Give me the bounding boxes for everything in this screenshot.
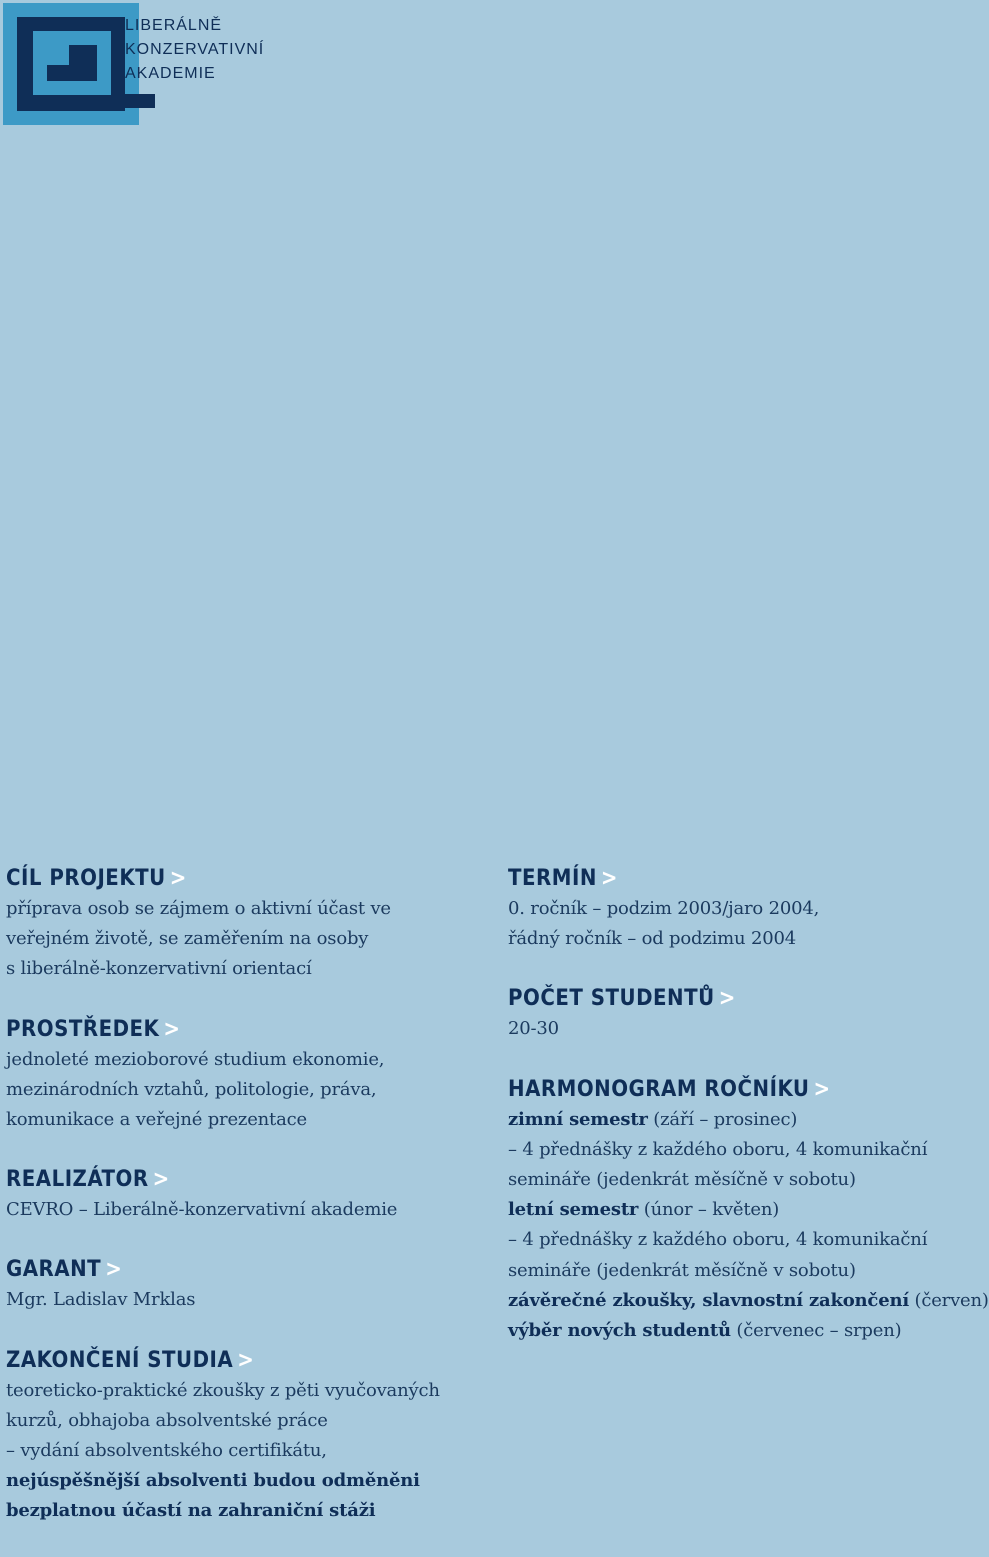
arrow-icon: > bbox=[718, 986, 736, 1012]
logo-line-3: AKADEMIE bbox=[125, 65, 216, 82]
arrow-icon: > bbox=[169, 866, 187, 891]
bold-text: nejúspěšnější absolventi budou odměněni bbox=[6, 1470, 420, 1492]
text: (září – prosinec) bbox=[647, 1108, 798, 1130]
section-heading bbox=[6, 1015, 476, 1045]
left-column bbox=[6, 864, 476, 1557]
text-line bbox=[508, 924, 960, 954]
arrow-icon: > bbox=[237, 1347, 255, 1373]
heading-text: REALIZÁTOR bbox=[6, 1167, 149, 1193]
text-line bbox=[508, 1195, 960, 1225]
section-realizator bbox=[6, 1165, 476, 1225]
arrow-icon: > bbox=[163, 1016, 181, 1042]
section-zakonceni-studia bbox=[6, 1346, 476, 1527]
bold-text: závěrečné zkoušky, slavnostní zakončení bbox=[508, 1289, 909, 1311]
text: (červenec – srpen) bbox=[730, 1320, 902, 1342]
text-line bbox=[6, 1285, 476, 1315]
bold-text: bezplatnou účastí na zahraniční stáži bbox=[6, 1500, 376, 1522]
text: příprava osob se zájmem o aktivní účast ve bbox=[6, 898, 391, 919]
text-line bbox=[508, 1014, 960, 1044]
text: s liberálně-konzervativní orientací bbox=[6, 958, 312, 980]
heading-text: TERMÍN bbox=[508, 866, 597, 891]
section-cil-projektu bbox=[6, 864, 476, 985]
text: veřejném životě, se zaměřením na osoby bbox=[6, 928, 369, 950]
text: komunikace a veřejné prezentace bbox=[6, 1109, 307, 1131]
arrow-icon: > bbox=[105, 1257, 123, 1283]
section-heading bbox=[508, 1075, 960, 1105]
logo-line-2: KONZERVATIVNÍ bbox=[125, 41, 265, 58]
text-line bbox=[508, 1135, 960, 1165]
right-column bbox=[508, 864, 989, 1376]
bold-text: letní semestr bbox=[508, 1199, 639, 1221]
heading-text: HARMONOGRAM ROČNÍKU bbox=[508, 1076, 810, 1102]
text-line bbox=[6, 1075, 476, 1105]
section-harmonogram-rocniku bbox=[508, 1075, 989, 1347]
heading-text: ZAKONČENÍ STUDIA bbox=[6, 1347, 234, 1373]
heading-text: CÍL PROJEKTU bbox=[6, 866, 166, 891]
bold-text: výběr nových studentů bbox=[508, 1320, 731, 1342]
text-line bbox=[6, 954, 476, 984]
text-line bbox=[6, 1496, 476, 1526]
arrow-icon: > bbox=[813, 1076, 831, 1102]
logo-line-1: LIBERÁLNĚ bbox=[125, 17, 223, 34]
text-line bbox=[6, 924, 476, 954]
section-heading bbox=[6, 1346, 476, 1376]
section-pocet-studentu bbox=[508, 984, 960, 1044]
section-heading bbox=[6, 1255, 476, 1285]
text: semináře (jedenkrát měsíčně v sobotu) bbox=[508, 1259, 856, 1281]
text-line bbox=[508, 1316, 960, 1346]
section-heading bbox=[6, 1165, 476, 1195]
text-line bbox=[6, 894, 476, 924]
heading-text: POČET STUDENTŮ bbox=[508, 986, 715, 1012]
text: CEVRO – Liberálně-konzervativní akademie bbox=[6, 1199, 398, 1221]
bold-text: zimní semestr bbox=[508, 1108, 648, 1130]
text-line bbox=[508, 1286, 989, 1316]
text: semináře (jedenkrát měsíčně v sobotu) bbox=[508, 1169, 856, 1191]
section-heading bbox=[508, 984, 960, 1014]
heading-text: GARANT bbox=[6, 1257, 102, 1283]
text-line bbox=[6, 1195, 476, 1225]
text: – vydání absolventského certifikátu, bbox=[6, 1440, 327, 1462]
arrow-icon: > bbox=[600, 866, 618, 891]
text: – 4 přednášky z každého oboru, 4 komunikační bbox=[508, 1229, 928, 1251]
text-line bbox=[6, 1045, 476, 1075]
heading-text: PROSTŘEDEK bbox=[6, 1016, 160, 1042]
text: teoreticko-praktické zkoušky z pěti vyučovaných bbox=[6, 1379, 440, 1401]
text: jednoleté mezioborové studium ekonomie, bbox=[6, 1048, 385, 1070]
section-heading bbox=[6, 864, 476, 894]
text: řádný ročník – od podzimu 2004 bbox=[508, 928, 796, 950]
section-garant bbox=[6, 1255, 476, 1315]
logo-wordmark bbox=[125, 14, 264, 86]
text: kurzů, obhajoba absolventské práce bbox=[6, 1409, 328, 1431]
text-line bbox=[508, 1165, 960, 1195]
text-line bbox=[6, 1105, 476, 1135]
text: 20-30 bbox=[508, 1018, 559, 1040]
text: mezinárodních vztahů, politologie, práva, bbox=[6, 1078, 377, 1100]
text-line bbox=[508, 1225, 960, 1255]
text-line bbox=[6, 1466, 476, 1496]
text-line bbox=[6, 1436, 476, 1466]
text-line bbox=[6, 1376, 476, 1406]
text: (červen) bbox=[908, 1289, 989, 1311]
section-heading bbox=[508, 864, 960, 894]
arrow-icon: > bbox=[152, 1167, 170, 1193]
text-line bbox=[508, 894, 960, 924]
text: (únor – květen) bbox=[638, 1199, 780, 1221]
section-prostredek bbox=[6, 1015, 476, 1136]
text: 0. ročník – podzim 2003/jaro 2004, bbox=[508, 898, 820, 919]
text: – 4 přednášky z každého oboru, 4 komunikační bbox=[508, 1138, 928, 1160]
text-line bbox=[508, 1105, 960, 1135]
text-line bbox=[6, 1406, 476, 1436]
text-line bbox=[508, 1256, 960, 1286]
text: Mgr. Ladislav Mrklas bbox=[6, 1289, 196, 1311]
section-termin bbox=[508, 864, 960, 954]
